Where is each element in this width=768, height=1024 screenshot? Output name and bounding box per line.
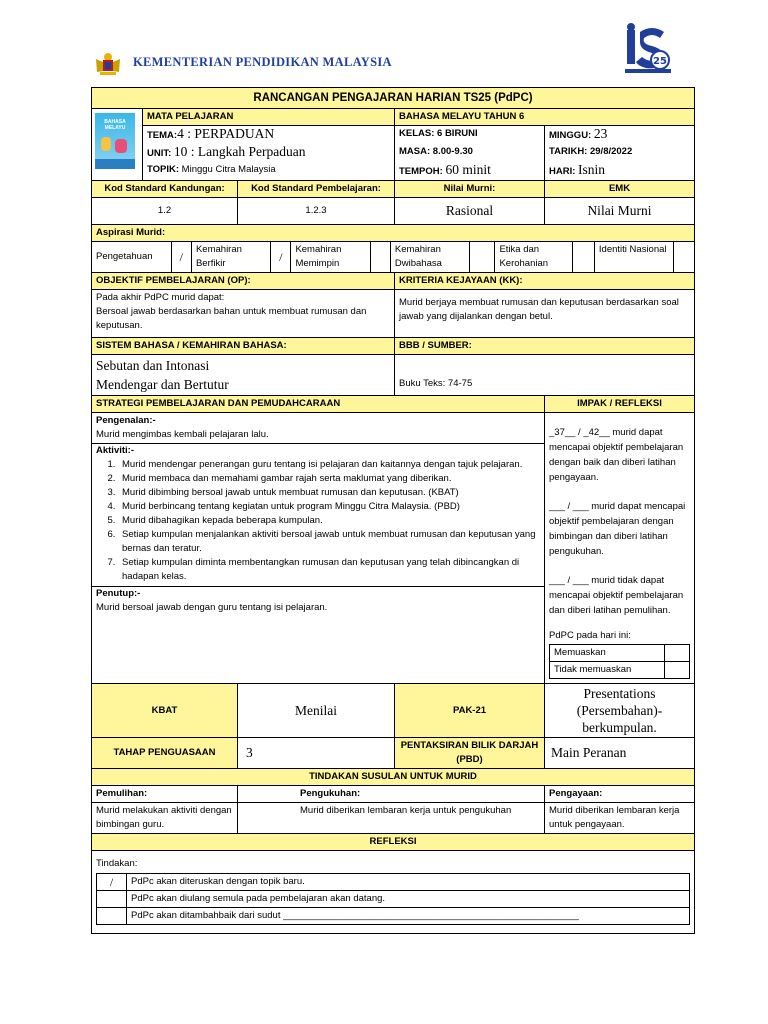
emk-value: Nilai Murni: [545, 198, 695, 225]
bbb-value: Buku Teks: 74-75: [395, 355, 695, 396]
unit-label: UNIT:: [147, 148, 172, 159]
sistem-bahasa-label: SISTEM BAHASA / KEMAHIRAN BAHASA:: [92, 338, 395, 355]
nilai-value: Rasional: [395, 198, 545, 225]
pengayaan-label: Pengayaan:: [545, 786, 695, 803]
strategi-label: STRATEGI PEMBELAJARAN DAN PEMUDAHCARAAN: [92, 396, 545, 413]
sk-value: 1.2: [92, 198, 238, 225]
refleksi-option-2: PdPc akan diulang semula pada pembelajaran akan datang.: [127, 891, 690, 908]
aktiviti-item: 6. Setiap kumpulan menjalankan aktiviti bersoal jawab untuk membuat rumusan dan keputusan yang bernas dan teratur.: [118, 528, 540, 556]
pak21-label: PAK-21: [395, 684, 545, 738]
refleksi-label: REFLEKSI: [92, 834, 695, 851]
penutup-label: Penutup:-: [92, 586, 544, 601]
aktiviti-label: Aktiviti:-: [96, 445, 134, 456]
refleksi-mark-1[interactable]: /: [97, 874, 127, 891]
pdpc-opt-tidak-memuaskan-box[interactable]: [665, 662, 690, 679]
aspirasi-kemahiran-memimpin: Kemahiran Memimpin: [291, 242, 370, 272]
refleksi-mark-2[interactable]: [97, 891, 127, 908]
aktiviti-item: 3. Murid dibimbing bersoal jawab untuk membuat rumusan dan keputusan. (KBAT): [118, 486, 540, 500]
kelas-label: KELAS:: [399, 128, 435, 139]
aktiviti-item: 1. Murid mendengar penerangan guru tentang isi pelajaran dan kaitannya dengan tajuk pelajaran.: [118, 458, 540, 472]
aspirasi-kemahiran-dwibahasa: Kemahiran Dwibahasa: [390, 242, 469, 272]
tindakan-label: Tindakan:: [96, 858, 138, 869]
objektif-label: OBJEKTIF PEMBELAJARAN (OP):: [92, 273, 395, 290]
aktiviti-item: 5. Murid dibahagikan kepada beberapa kumpulan.: [118, 514, 540, 528]
aspirasi-mark-4: [470, 242, 495, 272]
malaysia-crest-logo: [93, 50, 123, 76]
masa-label: MASA:: [399, 146, 431, 157]
refleksi-options: [96, 873, 690, 925]
mata-pelajaran-value: BAHASA MELAYU TAHUN 6: [395, 109, 695, 126]
aspirasi-mark-2: /: [271, 242, 291, 272]
tarikh-label: TARIKH:: [549, 146, 588, 157]
pemulihan-text: Murid melakukan aktiviti dengan bimbingan guru.: [92, 803, 238, 834]
pbd-value: Main Peranan: [545, 738, 695, 769]
hari-value: Isnin: [578, 162, 606, 177]
tarikh-value: 29/8/2022: [589, 146, 633, 157]
sistem-bahasa-line2: Mendengar dan Bertutur: [96, 377, 229, 392]
pengayaan-text: Murid diberikan lembaran kerja untuk pengayaan.: [545, 803, 695, 834]
aspirasi-grid: [92, 242, 694, 272]
impak-p3: ___ / ___ murid tidak dapat mencapai objektif pembelajaran dan diberi latihan pemulihan.: [549, 575, 684, 616]
pbd-label: PENTAKSIRAN BILIK DARJAH (PBD): [395, 738, 545, 769]
unit-value: 10 : Langkah Perpaduan: [173, 144, 306, 159]
svg-text:25: 25: [653, 56, 667, 67]
impak-p2: ___ / ___ murid dapat mencapai objektif pembelajaran dengan bimbingan dan diberi latihan pengukuhan.: [549, 501, 686, 557]
pengukuhan-label: Pengukuhan:: [238, 786, 545, 803]
ministry-title: KEMENTERIAN PENDIDIKAN MALAYSIA: [133, 55, 392, 69]
sistem-bahasa-line1: Sebutan dan Intonasi: [96, 358, 210, 373]
masa-value: 8.00-9.30: [432, 146, 473, 157]
sp-label: Kod Standard Pembelajaran:: [238, 181, 395, 198]
ts25-logo: [622, 22, 674, 76]
emk-label: EMK: [545, 181, 695, 198]
objektif-line1: Pada akhir PdPC murid dapat:: [96, 292, 225, 303]
bbb-label: BBB / SUMBER:: [395, 338, 695, 355]
textbook-cover: [92, 109, 143, 181]
kelas-value: 6 BIRUNI: [437, 128, 478, 139]
nilai-label: Nilai Murni:: [395, 181, 545, 198]
penutup-text: Murid bersoal jawab dengan guru tentang isi pelajaran.: [96, 602, 328, 613]
refleksi-mark-3[interactable]: [97, 908, 127, 925]
kriteria-text: Murid berjaya membuat rumusan dan keputusan berdasarkan soal jawab yang dijalankan dengan betul.: [395, 290, 695, 338]
aktiviti-item: 4. Murid berbincang tentang kegiatan untuk program Minggu Citra Malaysia. (PBD): [118, 500, 540, 514]
pengenalan-label: Pengenalan:-: [96, 415, 156, 426]
aktiviti-item: 7. Setiap kumpulan diminta membentangkan rumusan dan keputusan yang telah dibincangkan di hadapan kelas.: [118, 556, 540, 584]
topik-value: Minggu Citra Malaysia: [181, 164, 276, 175]
impak-p1: _37__ / _42__ murid dapat mencapai objektif pembelajaran dengan baik dan diberi latihan pengayaan.: [549, 427, 684, 483]
impak-label: IMPAK / REFLEKSI: [545, 396, 695, 413]
hari-label: HARI:: [549, 166, 576, 177]
aspirasi-kemahiran-berfikir: Kemahiran Berfikir: [191, 242, 270, 272]
sp-value: 1.2.3: [238, 198, 395, 225]
pdpc-opt-memuaskan: Memuaskan: [550, 645, 665, 662]
pengukuhan-text: Murid diberikan lembaran kerja untuk pengukuhan: [238, 803, 545, 834]
kbat-label: KBAT: [92, 684, 238, 738]
kriteria-label: KRITERIA KEJAYAAN (KK):: [395, 273, 695, 290]
tahap-value: 3: [238, 738, 395, 769]
pdpc-opt-memuaskan-box[interactable]: [665, 645, 690, 662]
pdpc-opt-tidak-memuaskan: Tidak memuaskan: [550, 662, 665, 679]
refleksi-option-3: PdPc akan ditambahbaik dari sudut ________________________________________________________: [127, 908, 690, 925]
aktiviti-item: 2. Murid membaca dan memahami gambar rajah serta maklumat yang diberikan.: [118, 472, 540, 486]
plan-title: RANCANGAN PENGAJARAN HARIAN TS25 (PdPC): [92, 88, 695, 109]
pdpc-label: PdPC pada hari ini:: [549, 630, 631, 641]
aspirasi-mark-6: [674, 242, 694, 272]
aspirasi-etika: Etika dan Kerohanian: [495, 242, 572, 272]
aspirasi-mark-3: [370, 242, 390, 272]
tempoh-value: 60 minit: [445, 162, 491, 177]
aspirasi-label: Aspirasi Murid:: [92, 225, 695, 242]
pengenalan-text: Murid mengimbas kembali pelajaran lalu.: [92, 428, 544, 444]
pak21-value: Presentations (Persembahan)- berkumpulan.: [545, 684, 695, 738]
objektif-line2: Bersoal jawab berdasarkan bahan untuk membuat rumusan dan keputusan.: [96, 306, 367, 331]
tema-label: TEMA:: [147, 130, 178, 141]
minggu-label: MINGGU:: [549, 130, 592, 141]
lesson-plan-table: [91, 87, 695, 934]
aspirasi-pengetahuan: Pengetahuan: [92, 242, 171, 272]
book-cover-title: BAHASA MELAYU: [104, 119, 126, 131]
tema-value: 4 : PERPADUAN: [177, 126, 275, 141]
pemulihan-label: Pemulihan:: [92, 786, 238, 803]
aktiviti-list: [96, 458, 540, 584]
topik-label: TOPIK:: [147, 164, 180, 175]
sk-label: Kod Standard Kandungan:: [92, 181, 238, 198]
kbat-value: Menilai: [238, 684, 395, 738]
kelas-field: [395, 126, 545, 145]
refleksi-option-1: PdPc akan diteruskan dengan topik baru.: [127, 874, 690, 891]
aspirasi-mark-1: /: [171, 242, 191, 272]
pdpc-options: [549, 644, 690, 679]
tindakan-susulan-label: TINDAKAN SUSULAN UNTUK MURID: [92, 769, 695, 786]
tahap-label: TAHAP PENGUASAAN: [92, 738, 238, 769]
minggu-value: 23: [593, 126, 608, 141]
mata-pelajaran-label: MATA PELAJARAN: [143, 109, 395, 126]
aspirasi-mark-5: [572, 242, 594, 272]
aspirasi-identiti: Identiti Nasional: [594, 242, 673, 272]
tempoh-label: TEMPOH:: [399, 166, 443, 177]
